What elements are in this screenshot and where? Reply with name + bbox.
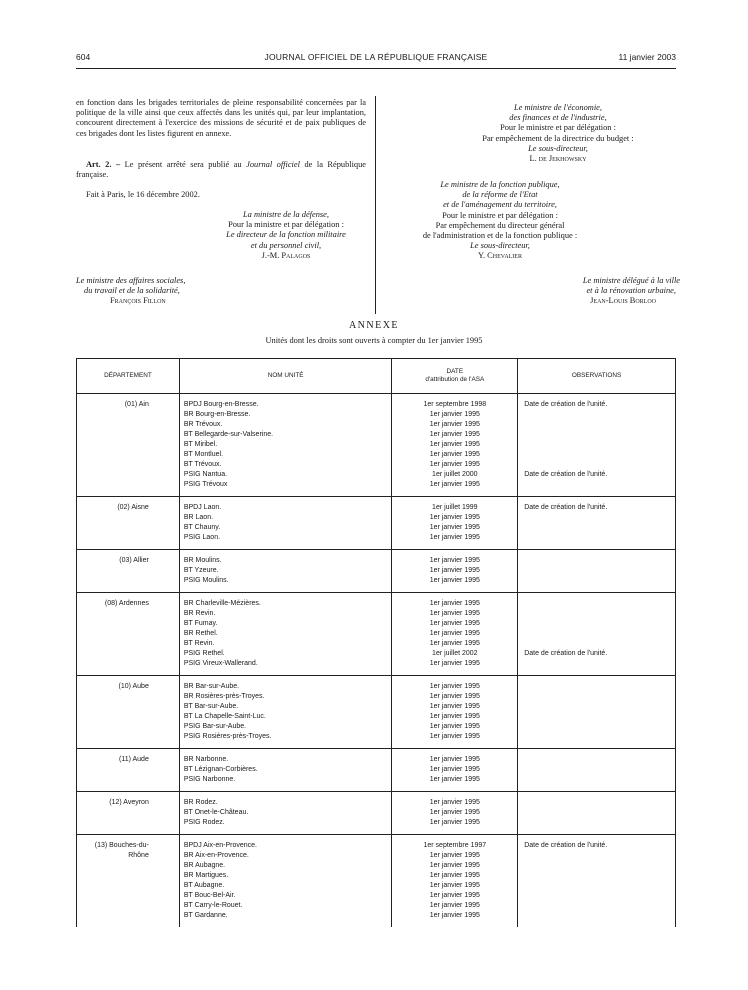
observation <box>524 599 673 609</box>
observation: Date de création de l'unité. <box>524 401 608 408</box>
observation-cell <box>518 593 676 676</box>
unit-name: PSIG Rosières-près-Troyes. <box>183 733 272 740</box>
observation <box>524 639 673 649</box>
unit-name: BT Miribel. <box>183 441 218 448</box>
unit-name: BT Chauny. <box>183 524 221 531</box>
attribution-date-cell <box>392 550 518 593</box>
signature-defense <box>196 210 376 261</box>
observation <box>524 430 673 440</box>
attribution-date-cell <box>392 835 518 928</box>
signature-line: et à la rénovation urbaine, <box>586 286 676 296</box>
unit-name: BR Trévoux. <box>183 421 223 428</box>
unit-name: BPDJ Laon. <box>183 504 222 511</box>
unit-name: BT Bouc-Bel-Air. <box>183 892 236 899</box>
attribution-date: 1er janvier 1995 <box>429 557 480 564</box>
unit-name: PSIG Rethel. <box>183 650 225 657</box>
table-row <box>77 792 676 835</box>
column-header-date-line1: DATE <box>446 368 464 375</box>
departement-cell: (01) Ain <box>77 394 180 497</box>
annexe-subtitle: Unités dont les droits sont ouverts à compter du 1er janvier 1995 <box>265 336 483 345</box>
attribution-date: 1er janvier 1995 <box>429 733 480 740</box>
signature-line: Le ministre délégué à la ville <box>582 276 680 285</box>
departement-cell: (02) Aisne <box>77 497 180 550</box>
observation <box>524 682 673 692</box>
unit-name: BR Rosières-près-Troyes. <box>183 693 265 700</box>
header-rule <box>76 68 676 69</box>
signature-line: et de l'aménagement du territoire, <box>443 200 557 210</box>
signatory-name: François Fillon <box>110 296 166 306</box>
article-2-journal: Journal officiel <box>246 160 300 169</box>
issue-date: 11 janvier 2003 <box>618 52 676 62</box>
attribution-date: 1er janvier 1995 <box>429 534 480 541</box>
unit-name: BT Montluel. <box>183 451 224 458</box>
attribution-date: 1er janvier 1995 <box>429 660 480 667</box>
observation <box>524 533 673 543</box>
observation <box>524 871 673 881</box>
signature-line: de l'administration et de la fonction publique : <box>422 231 578 241</box>
table-row <box>77 676 676 749</box>
attribution-date-cell <box>392 792 518 835</box>
signature-line: Le ministre des affaires sociales, <box>76 276 186 285</box>
observation <box>524 732 673 742</box>
observation <box>524 566 673 576</box>
observation <box>524 911 673 921</box>
attribution-date: 1er janvier 1995 <box>429 756 480 763</box>
attribution-date: 1er septembre 1998 <box>423 401 487 408</box>
observation-cell <box>518 835 676 928</box>
attribution-date: 1er janvier 1995 <box>429 451 480 458</box>
observation <box>524 460 673 470</box>
observation <box>524 712 673 722</box>
observation <box>524 702 673 712</box>
unit-name: BT Onet-le-Château. <box>183 809 249 816</box>
observation <box>524 619 673 629</box>
attribution-date: 1er juillet 2002 <box>432 650 478 657</box>
attribution-date: 1er janvier 1995 <box>429 600 480 607</box>
unit-name: BT Gardanne. <box>183 912 228 919</box>
observation-cell <box>518 749 676 792</box>
signature-line: Le directeur de la fonction militaire <box>226 230 346 240</box>
unit-name: PSIG Bar-sur-Aube. <box>183 723 247 730</box>
observation <box>524 808 673 818</box>
observation <box>524 440 673 450</box>
signatory-name: Jean-Louis Borloo <box>590 296 656 306</box>
departement-cell: (11) Aude <box>77 749 180 792</box>
observation-cell <box>518 676 676 749</box>
annexe-title: ANNEXE <box>348 320 400 331</box>
unit-name: BR Charleville-Mézières. <box>183 600 261 607</box>
attribution-date: 1er janvier 1995 <box>429 610 480 617</box>
attribution-date-cell <box>392 497 518 550</box>
unit-name: BT La Chapelle-Saint-Luc. <box>183 713 266 720</box>
observation <box>524 891 673 901</box>
attribution-date: 1er juillet 2000 <box>432 471 478 478</box>
table-row <box>77 550 676 593</box>
observation: Date de création de l'unité. <box>524 842 608 849</box>
observation <box>524 722 673 732</box>
unit-name: BT Bar-sur-Aube. <box>183 703 239 710</box>
unit-name: PSIG Moulins. <box>183 577 229 584</box>
observation <box>524 775 673 785</box>
observation-cell <box>518 550 676 593</box>
attribution-date: 1er janvier 1995 <box>429 809 480 816</box>
unit-name: BR Martigues. <box>183 872 229 879</box>
unit-name: PSIG Laon. <box>183 534 221 541</box>
column-header-date <box>392 359 518 394</box>
observation: Date de création de l'unité. <box>524 471 608 478</box>
column-header-nom: NOM UNITÉ <box>179 359 392 394</box>
attribution-date: 1er janvier 1995 <box>429 630 480 637</box>
observation-cell <box>518 394 676 497</box>
signature-fonction-publique <box>382 180 618 262</box>
table-row <box>77 749 676 792</box>
departement-cell: (03) Allier <box>77 550 180 593</box>
unit-name: BT Aubagne. <box>183 882 225 889</box>
observation-cell <box>518 497 676 550</box>
column-header-observations: OBSERVATIONS <box>518 359 676 394</box>
unit-name: BT Yzeure. <box>183 567 219 574</box>
unit-name: BR Bar-sur-Aube. <box>183 683 240 690</box>
unit-name: BT Fumay. <box>183 620 218 627</box>
attribution-date: 1er janvier 1995 <box>429 902 480 909</box>
attribution-date: 1er janvier 1995 <box>429 819 480 826</box>
unit-name-cell <box>179 835 392 928</box>
observation <box>524 755 673 765</box>
unit-name: BR Revin. <box>183 610 216 617</box>
table-row <box>77 835 676 928</box>
attribution-date: 1er janvier 1995 <box>429 872 480 879</box>
signature-line: Pour la ministre et par délégation : <box>228 220 344 230</box>
observation <box>524 861 673 871</box>
unit-name: BR Laon. <box>183 514 214 521</box>
signature-line: Le sous-directeur, <box>470 241 530 251</box>
attribution-date: 1er janvier 1995 <box>429 713 480 720</box>
attribution-date: 1er janvier 1995 <box>429 640 480 647</box>
signature-line: de la réforme de l'Etat <box>462 190 538 200</box>
observation <box>524 556 673 566</box>
signature-economie <box>440 103 676 164</box>
unit-name-cell <box>179 497 392 550</box>
unit-name: BPDJ Aix-en-Provence. <box>183 842 257 849</box>
attribution-date-cell <box>392 593 518 676</box>
unit-name-cell <box>179 749 392 792</box>
attribution-date: 1er janvier 1995 <box>429 799 480 806</box>
signature-line: Pour le ministre et par délégation : <box>500 123 616 133</box>
attribution-date: 1er janvier 1995 <box>429 567 480 574</box>
signature-line: Le ministre de la fonction publique, <box>440 180 560 189</box>
attribution-date: 1er janvier 1995 <box>429 882 480 889</box>
unit-name: BR Bourg-en-Bresse. <box>183 411 251 418</box>
unit-name: PSIG Nantua. <box>183 471 228 478</box>
fait-a-paris: Fait à Paris, le 16 décembre 2002. <box>86 190 200 199</box>
unit-name-cell <box>179 593 392 676</box>
attribution-date-cell <box>392 394 518 497</box>
signature-line: Le ministre de l'économie, <box>513 103 602 112</box>
page-header <box>76 52 676 64</box>
unit-name: BR Rodez. <box>183 799 218 806</box>
column-header-date-line2: d'attribution de l'ASA <box>425 376 485 383</box>
attribution-date: 1er janvier 1995 <box>429 912 480 919</box>
unit-name: BR Aix-en-Provence. <box>183 852 249 859</box>
attribution-date: 1er janvier 1995 <box>429 481 480 488</box>
unit-name: BR Moulins. <box>183 557 222 564</box>
unit-name: BT Carry-le-Rouet. <box>183 902 243 909</box>
unit-name-cell <box>179 792 392 835</box>
signature-title: La ministre de la défense, <box>243 210 329 219</box>
article-paragraph: en fonction dans les brigades territoriales de pleine responsabilité concernées par la politique de la ville ainsi que ceux affectés dans les unités qui, par leur implantation, concourent directement à l'exercice des missions de sécurité et de paix publiques de ces brigades dont les listes figurent en annexe. <box>76 98 366 138</box>
departement-cell: (13) Bouches-du-Rhône <box>77 835 180 928</box>
signature-ville <box>520 276 680 307</box>
signatory-name: J.-M. Palagos <box>261 250 311 260</box>
unit-name-cell <box>179 394 392 497</box>
attribution-date-cell <box>392 749 518 792</box>
observation <box>524 576 673 586</box>
unit-name: BR Aubagne. <box>183 862 226 869</box>
unit-name: BR Rethel. <box>183 630 218 637</box>
signature-social <box>76 276 296 307</box>
column-header-departement: DÉPARTEMENT <box>77 359 180 394</box>
observation-cell <box>518 792 676 835</box>
annexe-table <box>76 358 676 927</box>
attribution-date: 1er janvier 1995 <box>429 723 480 730</box>
attribution-date: 1er janvier 1995 <box>429 862 480 869</box>
article-2-text-a: Le présent arrêté sera publié au <box>124 160 242 169</box>
observation: Date de création de l'unité. <box>524 504 608 511</box>
observation <box>524 881 673 891</box>
attribution-date: 1er janvier 1995 <box>429 524 480 531</box>
attribution-date: 1er janvier 1995 <box>429 411 480 418</box>
departement-cell: (08) Ardennes <box>77 593 180 676</box>
unit-name-cell <box>179 676 392 749</box>
article-2 <box>76 160 366 180</box>
signature-line: des finances et de l'industrie, <box>509 113 607 123</box>
attribution-date: 1er janvier 1995 <box>429 683 480 690</box>
attribution-date: 1er janvier 1995 <box>429 620 480 627</box>
observation <box>524 480 673 490</box>
observation <box>524 420 673 430</box>
signature-line: Par empêchement du directeur général <box>435 220 565 230</box>
unit-name: PSIG Rodez. <box>183 819 225 826</box>
unit-name: PSIG Vireux-Wallerand. <box>183 660 258 667</box>
attribution-date: 1er janvier 1995 <box>429 852 480 859</box>
observation <box>524 818 673 828</box>
signature-line: Par empêchement de la directrice du budget : <box>482 133 634 143</box>
column-divider <box>375 96 376 314</box>
observation <box>524 629 673 639</box>
observation <box>524 659 673 669</box>
attribution-date: 1er janvier 1995 <box>429 431 480 438</box>
observation <box>524 513 673 523</box>
unit-name: BPDJ Bourg-en-Bresse. <box>183 401 259 408</box>
departement-cell: (10) Aube <box>77 676 180 749</box>
attribution-date: 1er janvier 1995 <box>429 766 480 773</box>
attribution-date-cell <box>392 676 518 749</box>
observation <box>524 901 673 911</box>
signatory-name: Y. Chevalier <box>478 251 522 261</box>
observation <box>524 692 673 702</box>
unit-name: BT Bellegarde-sur-Valserine. <box>183 431 274 438</box>
unit-name-cell <box>179 550 392 593</box>
attribution-date: 1er janvier 1995 <box>429 514 480 521</box>
page-number: 604 <box>76 52 91 62</box>
signature-line: et du personnel civil, <box>250 240 322 250</box>
signature-line: Pour le ministre et par délégation : <box>442 210 558 220</box>
attribution-date: 1er janvier 1995 <box>429 441 480 448</box>
observation: Date de création de l'unité. <box>524 650 608 657</box>
unit-name: BR Narbonne. <box>183 756 229 763</box>
table-row <box>77 394 676 497</box>
unit-name: BT Lézignan-Corbières. <box>183 766 258 773</box>
observation <box>524 609 673 619</box>
attribution-date: 1er janvier 1995 <box>429 693 480 700</box>
observation <box>524 765 673 775</box>
observation <box>524 410 673 420</box>
table-row <box>77 497 676 550</box>
annexe-table-body <box>77 394 676 928</box>
departement-cell: (12) Aveyron <box>77 792 180 835</box>
attribution-date: 1er juillet 1999 <box>432 504 478 511</box>
article-2-label: Art. 2. – <box>86 160 121 169</box>
attribution-date: 1er septembre 1997 <box>423 842 487 849</box>
table-header-row <box>77 359 676 394</box>
signatory-name: L. de Jekhowsky <box>529 154 587 164</box>
attribution-date: 1er janvier 1995 <box>429 703 480 710</box>
observation <box>524 523 673 533</box>
observation <box>524 798 673 808</box>
attribution-date: 1er janvier 1995 <box>429 577 480 584</box>
observation <box>524 450 673 460</box>
attribution-date: 1er janvier 1995 <box>429 461 480 468</box>
signature-line: Le sous-directeur, <box>528 143 588 153</box>
unit-name: BT Trévoux. <box>183 461 222 468</box>
journal-title: JOURNAL OFFICIEL DE LA RÉPUBLIQUE FRANÇAISE <box>264 52 488 62</box>
table-row <box>77 593 676 676</box>
article-2-text-b: de la République française. <box>76 160 367 180</box>
unit-name: BT Revin. <box>183 640 215 647</box>
observation <box>524 851 673 861</box>
attribution-date: 1er janvier 1995 <box>429 421 480 428</box>
attribution-date: 1er janvier 1995 <box>429 892 480 899</box>
unit-name: PSIG Narbonne. <box>183 776 236 783</box>
signature-line: du travail et de la solidarité, <box>84 286 180 296</box>
unit-name: PSIG Trévoux <box>183 481 228 488</box>
attribution-date: 1er janvier 1995 <box>429 776 480 783</box>
